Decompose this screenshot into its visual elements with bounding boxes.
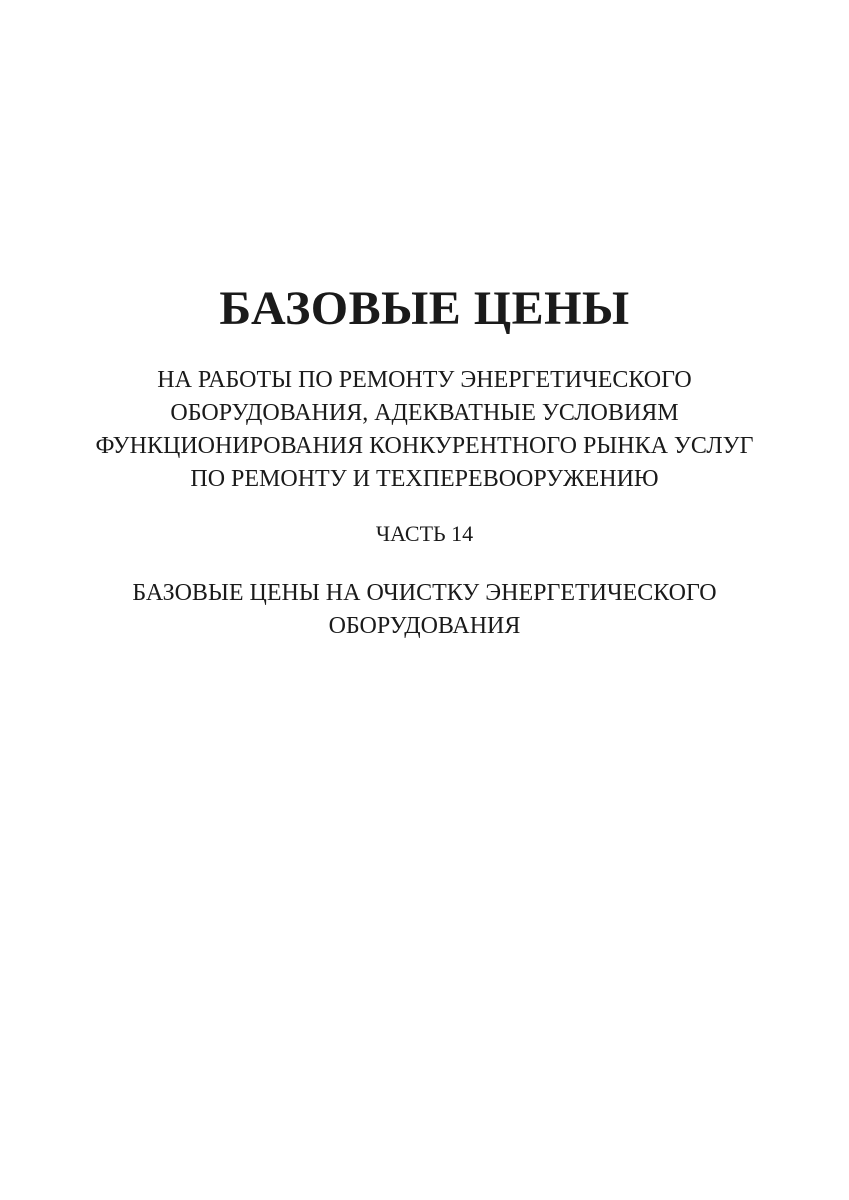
part-label: ЧАСТЬ 14: [375, 521, 474, 546]
part-title-line: БАЗОВЫЕ ЦЕНЫ НА ОЧИСТКУ ЭНЕРГЕТИЧЕСКОГО: [132, 580, 717, 606]
subtitle-line: ОБОРУДОВАНИЯ, АДЕКВАТНЫЕ УСЛОВИЯМ: [170, 400, 679, 426]
subtitle-line: ФУНКЦИОНИРОВАНИЯ КОНКУРЕНТНОГО РЫНКА УСЛУГ: [95, 433, 754, 459]
subtitle-line: ПО РЕМОНТУ И ТЕХПЕРЕВООРУЖЕНИЮ: [190, 466, 659, 492]
part-title: [0, 577, 849, 643]
document-subtitle: [0, 364, 849, 496]
subtitle-line: НА РАБОТЫ ПО РЕМОНТУ ЭНЕРГЕТИЧЕСКОГО: [157, 367, 692, 393]
document-title: БАЗОВЫЕ ЦЕНЫ: [219, 282, 630, 335]
part-title-line: ОБОРУДОВАНИЯ: [328, 613, 521, 639]
